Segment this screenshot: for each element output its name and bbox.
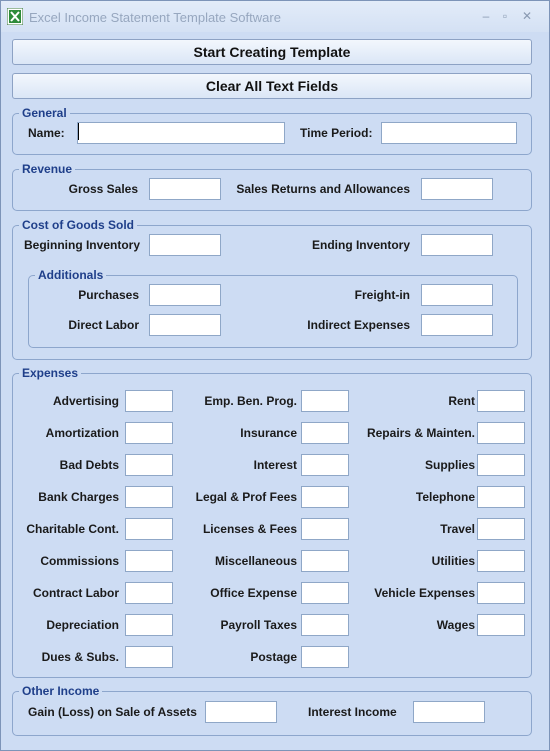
title-bar xyxy=(1,1,549,32)
expense-label: Depreciation xyxy=(46,618,119,632)
expense-input[interactable] xyxy=(477,390,525,412)
expense-label: Charitable Cont. xyxy=(26,522,119,536)
expense-input[interactable] xyxy=(477,518,525,540)
expense-label: Miscellaneous xyxy=(214,554,297,568)
expense-label: Interest xyxy=(253,458,297,472)
expense-label: Emp. Ben. Prog. xyxy=(204,394,297,408)
beginning-inventory-label: Beginning Inventory xyxy=(23,238,140,252)
expense-label: Utilities xyxy=(431,554,475,568)
expense-label: Wages xyxy=(436,618,475,632)
indirect-expenses-label: Indirect Expenses xyxy=(307,318,410,332)
ending-inventory-label: Ending Inventory xyxy=(311,238,410,252)
expense-label: Office Expense xyxy=(210,586,297,600)
cogs-legend: Cost of Goods Sold xyxy=(19,217,137,233)
interest-income-label: Interest Income xyxy=(308,705,397,719)
expense-label: Advertising xyxy=(52,394,119,408)
expense-label: Repairs & Mainten. xyxy=(366,426,475,440)
direct-labor-input[interactable] xyxy=(149,314,221,336)
beginning-inventory-input[interactable] xyxy=(149,234,221,256)
gross-sales-label: Gross Sales xyxy=(68,182,138,196)
expense-label: Telephone xyxy=(415,490,475,504)
expense-input[interactable] xyxy=(301,646,349,668)
excel-app-icon xyxy=(7,8,23,25)
expense-label: Postage xyxy=(250,650,297,664)
name-input[interactable] xyxy=(77,122,285,144)
ending-inventory-input[interactable] xyxy=(421,234,493,256)
expense-input[interactable] xyxy=(477,550,525,572)
expense-input[interactable] xyxy=(477,454,525,476)
expense-label: Insurance xyxy=(240,426,297,440)
expense-input[interactable] xyxy=(477,614,525,636)
expense-label: Travel xyxy=(440,522,475,536)
minimize-icon[interactable]: – xyxy=(482,9,490,23)
window-title: Excel Income Statement Template Software xyxy=(29,10,281,25)
expense-label: Bank Charges xyxy=(38,490,119,504)
expense-label: Licenses & Fees xyxy=(202,522,297,536)
expenses-legend: Expenses xyxy=(19,365,81,381)
indirect-expenses-input[interactable] xyxy=(421,314,493,336)
interest-income-input[interactable] xyxy=(413,701,485,723)
expense-label: Dues & Subs. xyxy=(41,650,119,664)
time-period-label: Time Period: xyxy=(300,126,373,140)
expense-label: Legal & Prof Fees xyxy=(195,490,297,504)
text-cursor xyxy=(78,123,79,140)
expense-label: Rent xyxy=(448,394,475,408)
additionals-legend: Additionals xyxy=(35,267,106,283)
start-creating-template-button[interactable]: Start Creating Template xyxy=(12,39,532,65)
expense-label: Bad Debts xyxy=(59,458,119,472)
gross-sales-input[interactable] xyxy=(149,178,221,200)
purchases-input[interactable] xyxy=(149,284,221,306)
freight-in-input[interactable] xyxy=(421,284,493,306)
expense-input[interactable] xyxy=(477,582,525,604)
freight-in-label: Freight-in xyxy=(354,288,410,302)
expense-input[interactable] xyxy=(477,422,525,444)
clear-all-text-fields-button[interactable]: Clear All Text Fields xyxy=(12,73,532,99)
revenue-legend: Revenue xyxy=(19,161,75,177)
direct-labor-label: Direct Labor xyxy=(68,318,139,332)
expense-label: Payroll Taxes xyxy=(220,618,297,632)
expense-label: Contract Labor xyxy=(32,586,119,600)
expense-label: Commissions xyxy=(40,554,119,568)
sales-returns-label: Sales Returns and Allowances xyxy=(236,182,410,196)
close-icon[interactable]: ✕ xyxy=(521,9,533,23)
time-period-input[interactable] xyxy=(381,122,517,144)
expense-label: Amortization xyxy=(45,426,119,440)
other-income-legend: Other Income xyxy=(19,683,102,699)
general-legend: General xyxy=(19,105,70,121)
gain-loss-label: Gain (Loss) on Sale of Assets xyxy=(28,705,197,719)
expense-input[interactable] xyxy=(477,486,525,508)
maximize-icon[interactable]: ▫ xyxy=(502,9,508,23)
sales-returns-input[interactable] xyxy=(421,178,493,200)
name-label: Name: xyxy=(28,126,65,140)
gain-loss-input[interactable] xyxy=(205,701,277,723)
purchases-label: Purchases xyxy=(78,288,139,302)
expense-label: Supplies xyxy=(424,458,475,472)
expense-label: Vehicle Expenses xyxy=(374,586,475,600)
